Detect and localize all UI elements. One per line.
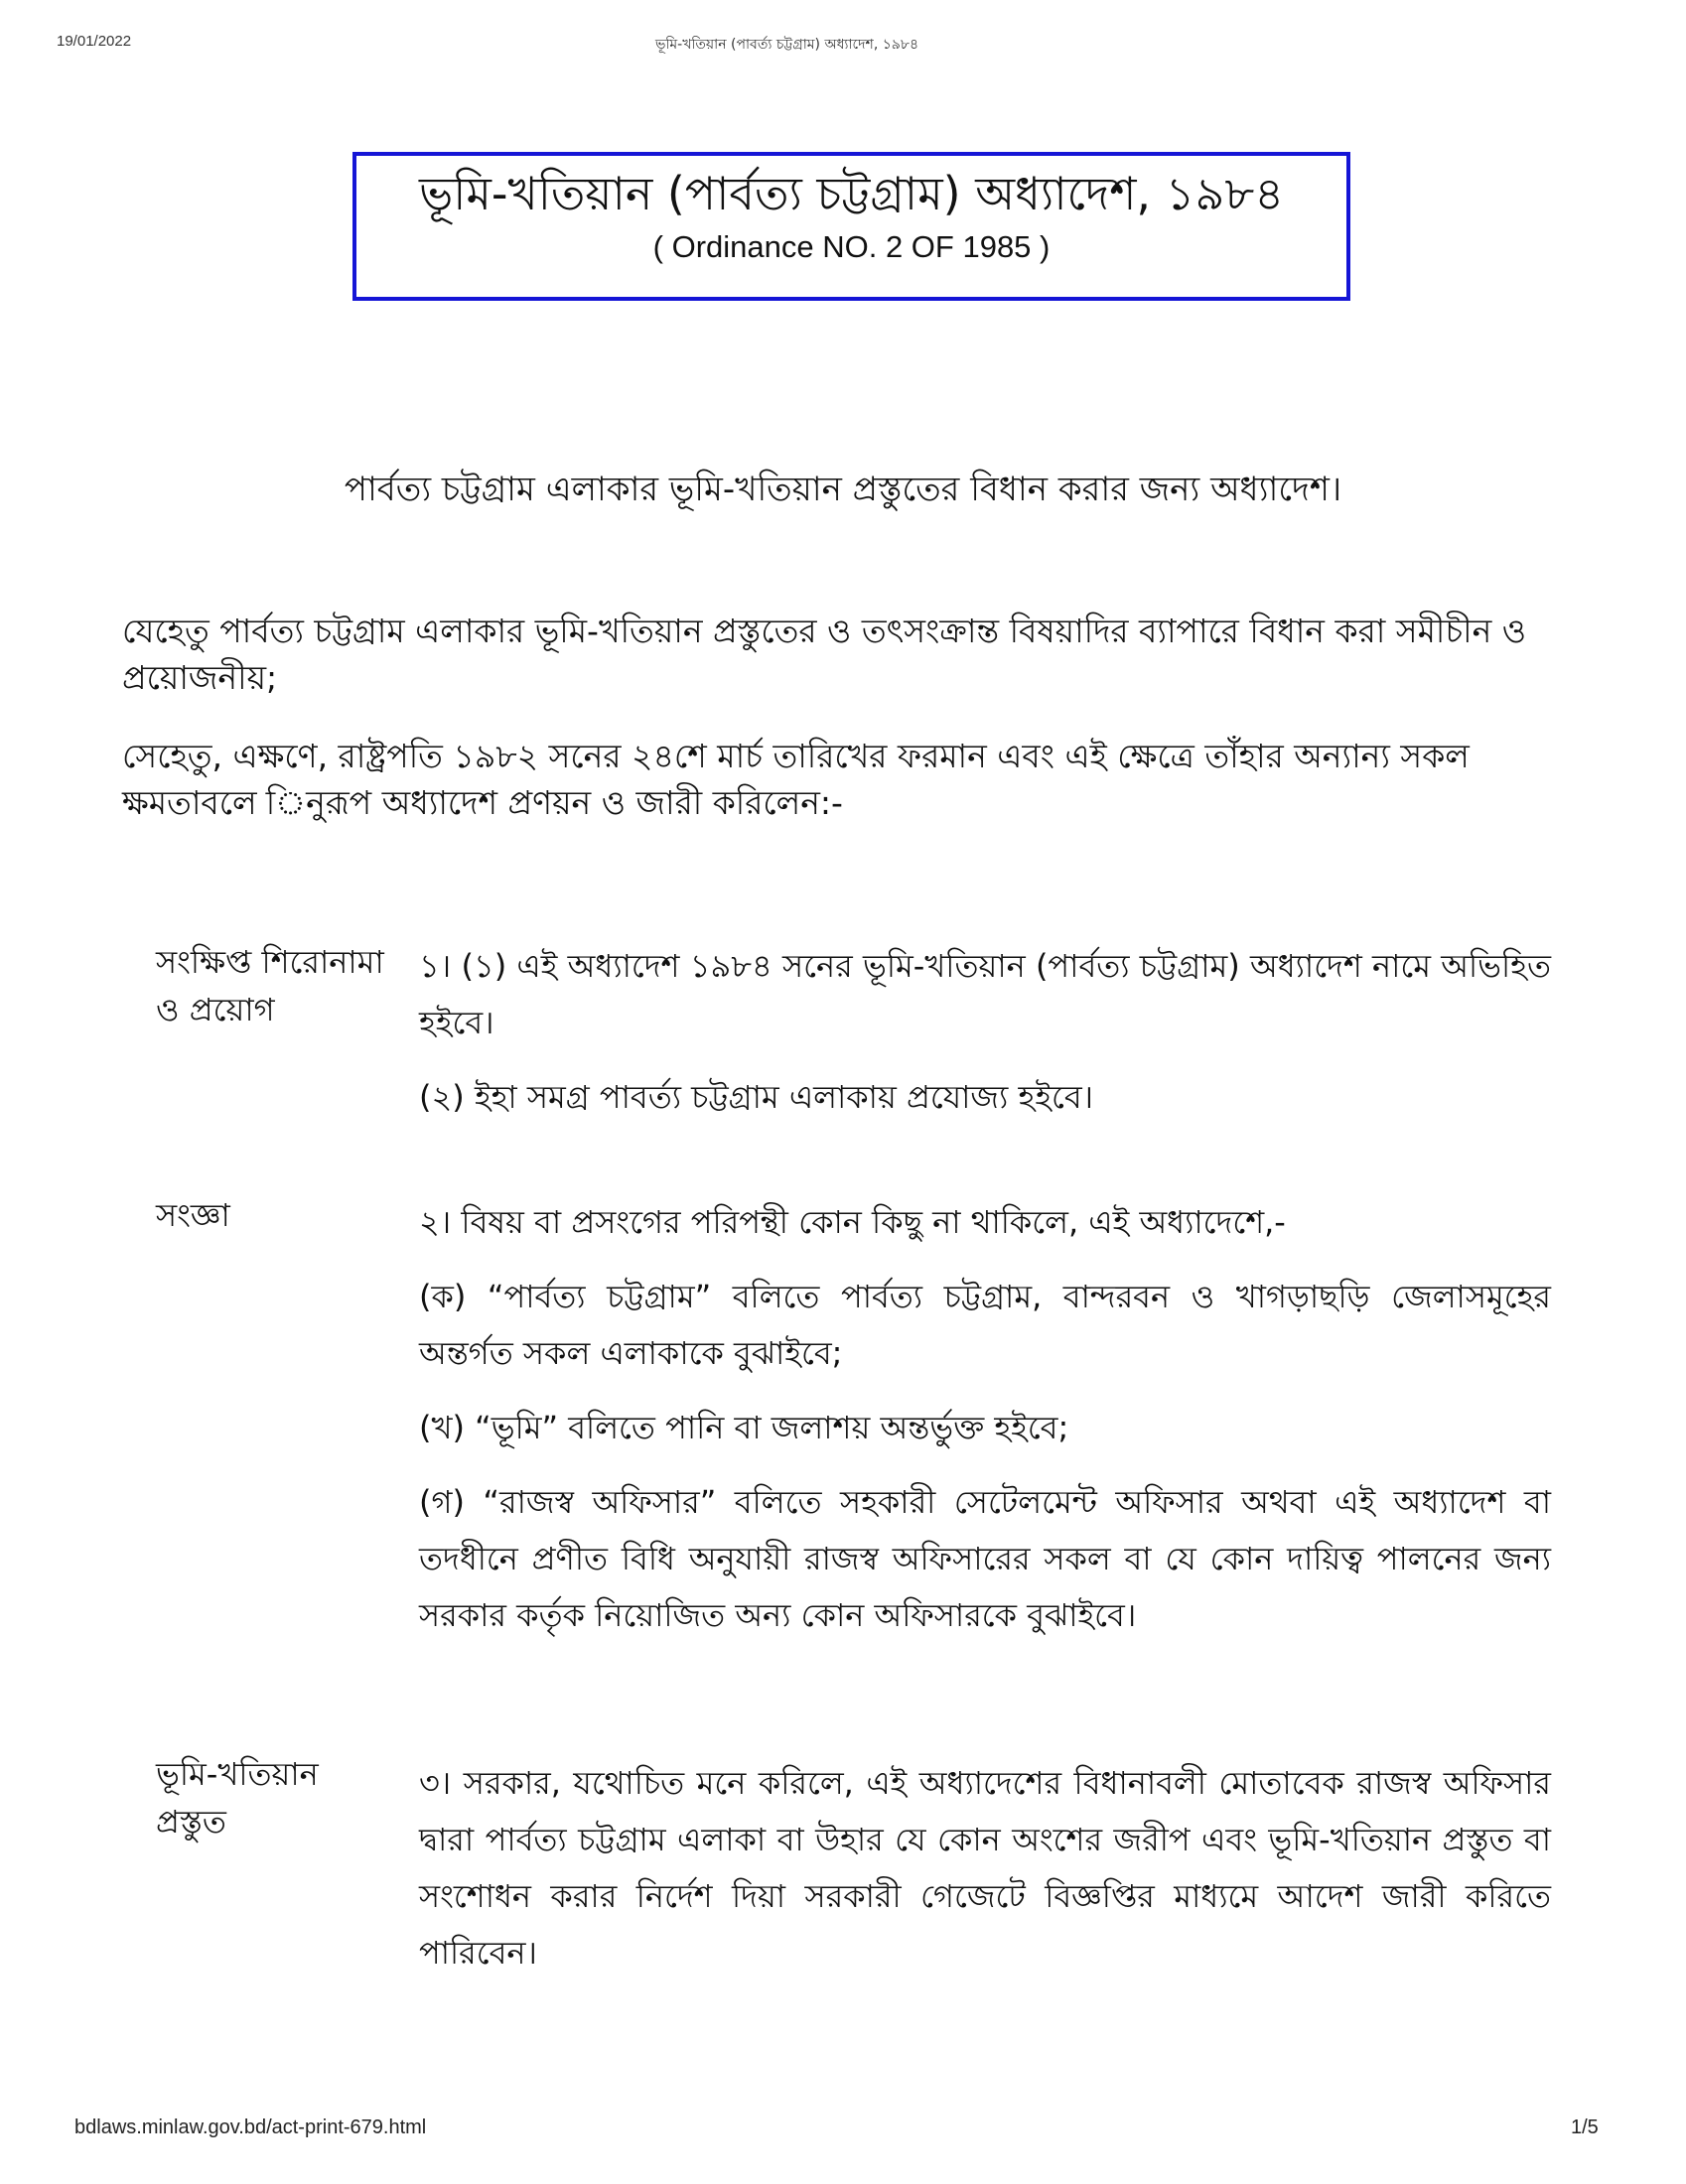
ordinance-number: ( Ordinance NO. 2 OF 1985 ) <box>652 229 1051 264</box>
section-label-definitions: সংজ্ঞা <box>156 1196 230 1234</box>
section-body-short-title <box>419 938 1551 1144</box>
ordinance-subtitle: পার্বত্য চট্টগ্রাম এলাকার ভূমি-খতিয়ান প্রস্তুতের বিধান করার জন্য অধ্যাদেশ। <box>344 470 1342 509</box>
footer-url: bdlaws.minlaw.gov.bd/act-print-679.html <box>74 2116 427 2138</box>
section-paragraph: (ক) “পার্বত্য চট্টগ্রাম” বলিতে পার্বত্য চট্টগ্রাম, বান্দরবন ও খাগড়াছড়ি জেলাসমূহের অন্তর্গত সকল এলাকাকে বুঝাইবে; <box>419 1278 1551 1372</box>
section-paragraph: ৩। সরকার, যথোচিত মনে করিলে, এই অধ্যাদেশের বিধানাবলী মোতাবেক রাজস্ব অফিসার দ্বারা পার্বত্য চট্টগ্রাম এলাকা বা উহার যে কোন অংশের জরীপ এবং ভূমি-খতিয়ান প্রস্তুত বা সংশোধন করার নির্দেশ দিয়া সরকারী গেজেটে বিজ্ঞপ্তির মাধ্যমে আদেশ জারী করিতে পারিবেন। <box>419 1764 1551 1972</box>
section-paragraph: (গ) “রাজস্ব অফিসার” বলিতে সহকারী সেটেলমেন্ট অফিসার অথবা এই অধ্যাদেশ বা তদধীনে প্রণীত বিধি অনুযায়ী রাজস্ব অফিসারের সকল বা যে কোন দায়িত্ব পালনের জন্য সরকার কর্তৃক নিয়োজিত অন্য কোন অফিসারকে বুঝাইবে। <box>419 1483 1551 1634</box>
section-paragraph: (২) ইহা সমগ্র পাবর্ত্য চট্টগ্রাম এলাকায় প্রযোজ্য হইবে। <box>419 1078 1094 1116</box>
section-paragraph: (খ) “ভূমি” বলিতে পানি বা জলাশয় অন্তর্ভুক্ত হইবে; <box>419 1409 1069 1446</box>
preamble-paragraph: সেহেতু, এক্ষণে, রাষ্ট্রপতি ১৯৮২ সনের ২৪শে মার্চ তারিখের ফরমান এবং এই ক্ষেত্রে তাঁহার অন্যান্য সকল ক্ষমতাবলে িনুরূপ অধ্যাদেশ প্রণয়ন ও জারী করিলেন:- <box>122 737 1470 822</box>
section-label-short-title: সংক্ষিপ্ত শিরোনামা ও প্রয়োগ <box>156 943 384 1028</box>
section-label-record-preparation: ভূমি-খতিয়ান প্রস্তুত <box>156 1755 319 1841</box>
section-body-record-preparation <box>419 1755 1551 1999</box>
title-box <box>352 152 1350 301</box>
section-paragraph: ১। (১) এই অধ্যাদেশ ১৯৮৪ সনের ভূমি-খতিয়ান (পার্বত্য চট্টগ্রাম) অধ্যাদেশ নামে অভিহিত হইবে। <box>419 947 1551 1041</box>
page-number: 1/5 <box>1571 2116 1599 2138</box>
preamble-paragraph: যেহেতু পার্বত্য চট্টগ্রাম এলাকার ভূমি-খতিয়ান প্রস্তুতের ও তৎসংক্রান্ত বিষয়াদির ব্যাপারে বিধান করা সমীচীন ও প্রয়োজনীয়; <box>122 612 1527 697</box>
section-body-definitions <box>419 1194 1551 1662</box>
document-title: ভূমি-খতিয়ান (পার্বত্য চট্টগ্রাম) অধ্যাদেশ, ১৯৮৪ <box>418 167 1285 220</box>
print-header-title: ভূমি-খতিয়ান (পাবর্ত্য চট্টগ্রাম) অধ্যাদেশ, ১৯৮৪ <box>654 37 919 53</box>
print-date: 19/01/2022 <box>57 33 132 50</box>
section-paragraph: ২। বিষয় বা প্রসংগের পরিপন্থী কোন কিছু না থাকিলে, এই অধ্যাদেশে,- <box>419 1203 1286 1241</box>
